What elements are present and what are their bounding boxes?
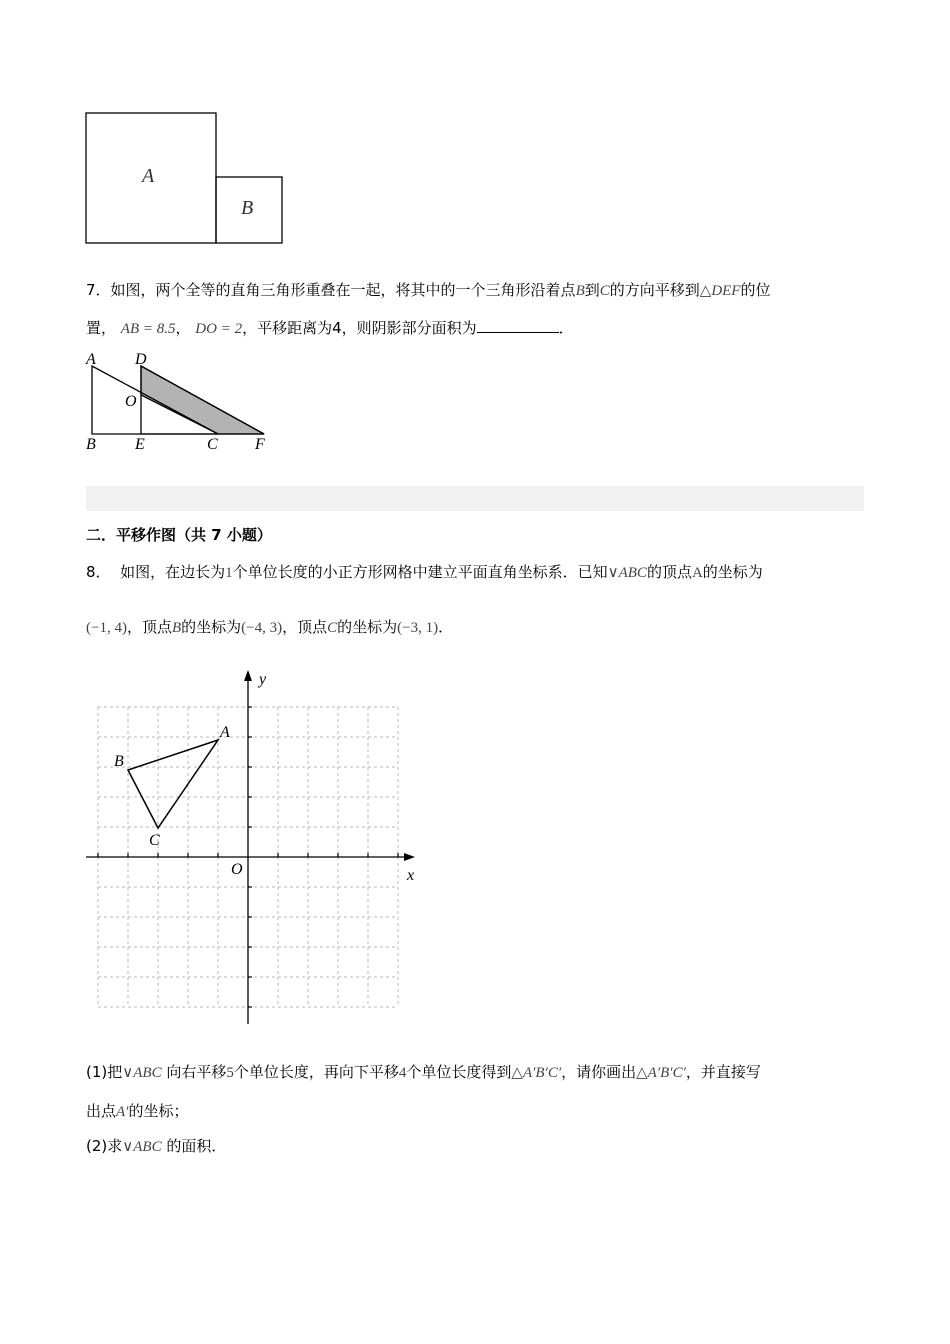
q8-coord-c: (−3, 1) bbox=[397, 620, 439, 636]
p1-text8: 的坐标； bbox=[128, 1102, 189, 1120]
p1-text7: 出点 bbox=[86, 1102, 117, 1120]
q7-ab-eq: AB = 8.5 bbox=[120, 321, 176, 337]
label-a: A bbox=[86, 351, 96, 368]
squares-figure bbox=[84, 110, 286, 246]
q8-line-1 bbox=[86, 561, 763, 584]
q8-pc: C bbox=[327, 620, 338, 636]
p1-text1: 把 bbox=[107, 1063, 123, 1081]
p1-text6: ，并直接写 bbox=[685, 1063, 761, 1081]
vertex-b-label: B bbox=[114, 753, 124, 770]
label-b: B bbox=[86, 436, 96, 453]
q7-point-c: C bbox=[599, 283, 610, 299]
q8-one: 1 bbox=[225, 565, 233, 581]
q8-part1-line1 bbox=[86, 1061, 761, 1084]
p1-text4: 个单位长度得到 bbox=[406, 1063, 512, 1081]
vertex-c-label: C bbox=[149, 832, 160, 849]
p2-tri: ∨ABC bbox=[122, 1139, 162, 1155]
p2-text2: 的面积． bbox=[166, 1137, 227, 1155]
p1-four: 4 bbox=[398, 1065, 407, 1081]
q8-part2 bbox=[86, 1135, 226, 1158]
p1-text5: ，请你画出 bbox=[561, 1063, 637, 1081]
q7-comma: ， bbox=[175, 319, 191, 337]
x-axis-label: x bbox=[407, 867, 415, 884]
label-d: D bbox=[135, 351, 147, 368]
square-b-label: B bbox=[241, 197, 254, 219]
q8-pa: A bbox=[691, 565, 703, 581]
q8-number: 8． bbox=[86, 563, 111, 581]
q8-text8: 的坐标为 bbox=[337, 618, 398, 636]
q7-triangle: △DEF bbox=[699, 283, 741, 299]
label-o: O bbox=[125, 393, 137, 410]
q8-text6: 的坐标为 bbox=[181, 618, 242, 636]
q8-tri: ∨ABC bbox=[607, 565, 647, 581]
origin-label: O bbox=[231, 861, 243, 878]
q8-part1-line2 bbox=[86, 1100, 188, 1123]
triangles-figure bbox=[84, 348, 279, 456]
q8-pb: B bbox=[171, 620, 182, 636]
p2-num: (2) bbox=[86, 1137, 108, 1155]
q8-text3: 的顶点 bbox=[646, 563, 692, 581]
section-title: 二．平移作图（共 7 小题） bbox=[86, 526, 272, 544]
q8-text2: 个单位长度的小正方形网格中建立平面直角坐标系．已知 bbox=[232, 563, 608, 581]
p1-text2: 向右平移 bbox=[166, 1063, 227, 1081]
p1-tri3: △A′B′C′ bbox=[636, 1065, 686, 1081]
q8-text4: 的坐标为 bbox=[702, 563, 763, 581]
q7-text2: 到 bbox=[584, 281, 600, 299]
q8-line-2 bbox=[86, 616, 453, 639]
y-axis-label: y bbox=[259, 671, 267, 688]
q8-text7: ，顶点 bbox=[282, 618, 328, 636]
q7-text7: ． bbox=[558, 319, 574, 337]
vertex-a-label: A bbox=[220, 724, 230, 741]
q8-text1: 如图，在边长为 bbox=[120, 563, 226, 581]
p2-text1: 求 bbox=[107, 1137, 123, 1155]
square-a-label: A bbox=[142, 165, 155, 187]
q7-text1: 如图，两个全等的直角三角形重叠在一起，将其中的一个三角形沿着点 bbox=[110, 281, 576, 299]
p1-tri: ∨ABC bbox=[122, 1065, 162, 1081]
p1-tri2: △A′B′C′ bbox=[511, 1065, 562, 1081]
answer-blank[interactable] bbox=[477, 316, 559, 333]
q8-coord-b: (−4, 3) bbox=[241, 620, 283, 636]
triangle-abc-plot bbox=[128, 740, 218, 828]
q8-coord-a: (−1, 4) bbox=[86, 620, 127, 636]
p1-five: 5 bbox=[226, 1065, 234, 1081]
q7-do-eq: DO = 2 bbox=[195, 321, 243, 337]
q8-text5: ，顶点 bbox=[126, 618, 172, 636]
y-axis-arrow bbox=[244, 670, 252, 681]
x-axis-arrow bbox=[404, 853, 415, 861]
p1-ap: A′ bbox=[116, 1104, 129, 1120]
label-f: F bbox=[255, 436, 265, 453]
q7-text3: 的方向平移到 bbox=[609, 281, 700, 299]
p1-num: (1) bbox=[86, 1063, 108, 1081]
q7-text5: 置， bbox=[86, 319, 117, 337]
q7-text4: 的位 bbox=[740, 281, 771, 299]
q7-line-1 bbox=[86, 279, 771, 302]
coordinate-grid bbox=[80, 664, 425, 1030]
label-c: C bbox=[207, 436, 218, 453]
p1-text3: 个单位长度，再向下平移 bbox=[233, 1063, 399, 1081]
q7-number: 7． bbox=[86, 281, 111, 299]
separator-band bbox=[86, 486, 864, 511]
label-e: E bbox=[135, 436, 145, 453]
q7-text6: ，平移距离为4，则阴影部分面积为 bbox=[242, 319, 477, 337]
q7-point-b: B bbox=[575, 283, 585, 299]
q8-text9: ． bbox=[438, 618, 454, 636]
q7-line-2 bbox=[86, 316, 574, 340]
